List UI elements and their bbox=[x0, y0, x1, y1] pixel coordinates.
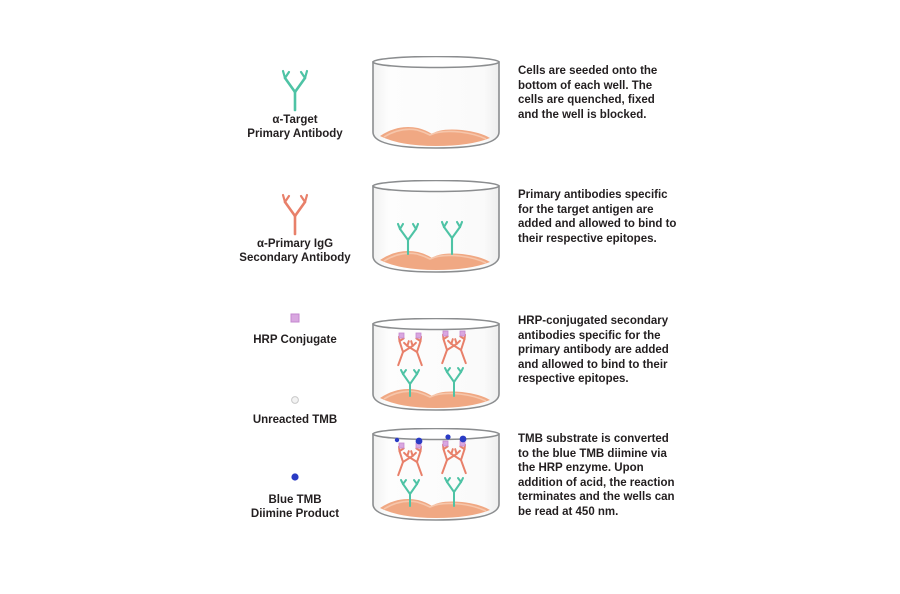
well-step-1 bbox=[370, 56, 502, 152]
secondary-antibody-legend-art bbox=[230, 192, 360, 238]
legend-step-2 bbox=[230, 192, 360, 265]
legend-label-step-1: α-Target Primary Antibody bbox=[247, 114, 343, 140]
legend-label-step-4: Blue TMB Diimine Product bbox=[250, 494, 340, 520]
well-step-4 bbox=[370, 428, 502, 524]
legend-label-unreacted-tmb: Unreacted TMB bbox=[252, 414, 338, 426]
primary-antibody-legend-art bbox=[230, 68, 360, 114]
tmb-circle-icon bbox=[287, 392, 303, 408]
legend-step-3 bbox=[230, 308, 360, 348]
legend-step-4 bbox=[230, 468, 360, 521]
tmb-blue-dot-icon bbox=[286, 468, 304, 486]
hrp-square-icon bbox=[285, 308, 305, 328]
well-step-2 bbox=[370, 180, 502, 276]
legend-step-1 bbox=[230, 68, 360, 141]
antibody-y-shape-icon bbox=[272, 68, 318, 112]
hrp-conjugate-legend-art bbox=[230, 308, 360, 334]
description-step-1: Cells are seeded onto the bottom of each well. The cells are quenched, fixed and the well is blocked. bbox=[518, 65, 658, 121]
legend-label-step-2: α-Primary IgG Secondary Antibody bbox=[239, 238, 351, 264]
legend-unreacted-tmb bbox=[230, 392, 360, 428]
description-step-3: HRP-conjugated secondary antibodies specific for the primary antibody are added and allowed to bind to their respective epitopes. bbox=[518, 315, 669, 386]
well-step-3 bbox=[370, 318, 502, 414]
antibody-y-shape-icon bbox=[272, 192, 318, 236]
description-step-4: TMB substrate is converted to the blue TMB diimine via the HRP enzyme. Upon addition of acid, the reaction terminates and the wells can be read at 450 nm. bbox=[518, 433, 675, 518]
legend-label-step-3: HRP Conjugate bbox=[253, 334, 337, 346]
description-step-2: Primary antibodies specific for the target antigen are added and allowed to bind to their respective epitopes. bbox=[518, 189, 677, 245]
blue-tmb-legend-art bbox=[230, 468, 360, 494]
unreacted-tmb-legend-art bbox=[230, 392, 360, 414]
